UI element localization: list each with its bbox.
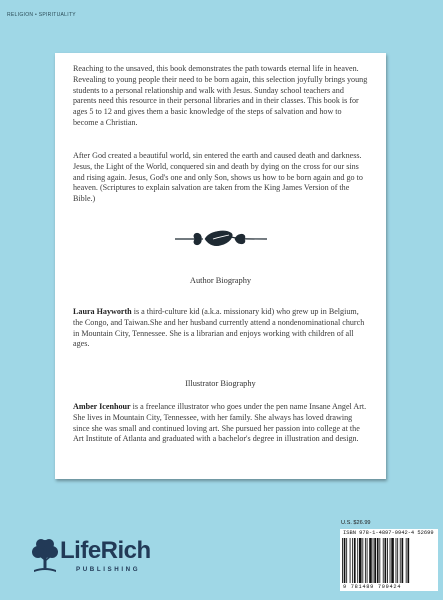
- barcode-bar: [344, 538, 346, 583]
- author-name: Laura Hayworth: [73, 307, 132, 316]
- illustrator-biography: [73, 402, 368, 445]
- category-label: RELIGION • SPIRITUALITY: [7, 12, 76, 18]
- barcode-bar: [357, 538, 358, 583]
- barcode-bar: [373, 538, 374, 583]
- author-bio-text: is a third-culture kid (a.k.a. missionary kid) who grew up in Belgium, the Congo, and Taiwan.She and her husband currently attend a nondenominational church in Mountain City, Tennessee. She is a librarian and enjoys working with children of all ages.: [73, 307, 365, 349]
- barcode-bar: [396, 538, 397, 583]
- price-code: 52699: [417, 530, 434, 536]
- blurb-paragraph-2: After God created a beautiful world, sin entered the earth and caused death and darkness. Jesus, the Light of the World, conquered sin and death by dying on the cross for our sins and rising again. Jesus, God's one and only Son, shows us how to be born again and go to heaven. (Scriptures to explain salvation are taken from the King James Version of the Bible.): [73, 151, 363, 204]
- illustrator-bio-text: is a freelance illustrator who goes under the pen name Insane Angel Art. She lives in Mountain City, Tennessee, with her family. She always has loved drawing since she was small and continued loving art. She pursued her passion into college at the Art Institute of Atlanta and graduated with a bachelor's degree in illustration and design.: [73, 402, 367, 444]
- barcode-bar: [377, 538, 379, 583]
- barcode-bar: [400, 538, 401, 583]
- publisher-logo: [30, 537, 180, 587]
- barcode-bar: [379, 538, 380, 583]
- barcode-graphic: [342, 538, 436, 583]
- tree-icon: [30, 537, 60, 577]
- barcode-number: 9 781489 709424: [343, 584, 402, 590]
- publisher-name: LifeRich: [60, 537, 151, 564]
- barcode-bar: [362, 538, 363, 583]
- barcode-bar: [359, 538, 362, 583]
- illustrator-name: Amber Icenhour: [73, 402, 131, 411]
- barcode-bar: [385, 538, 387, 583]
- author-biography: [73, 307, 368, 350]
- isbn-number: ISBN 978-1-4897-0942-4: [343, 530, 415, 536]
- illustrator-biography-heading: Illustrator Biography: [185, 379, 256, 388]
- barcode-bar: [391, 538, 394, 583]
- author-biography-heading: Author Biography: [189, 276, 252, 285]
- barcode-bar: [397, 538, 398, 583]
- blurb-paragraph-1: Reaching to the unsaved, this book demonstrates the path towards eternal life in heaven. Revealing to young people their need to be born again, this selection joyfully brings young students to a personal relationship and walk with Jesus. Sunday school teachers and parents need this resource in their personal libraries and in their classes. This book is for ages 5 to 12 and gives them a basic knowledge of the steps of salvation and how to become a Christian.: [73, 64, 368, 127]
- barcode-bar: [402, 538, 404, 583]
- barcode-bar: [407, 538, 409, 583]
- barcode-bar: [383, 538, 384, 583]
- barcode-bar: [350, 538, 351, 583]
- barcode-bar: [369, 538, 372, 583]
- barcode-bar: [374, 538, 376, 583]
- isbn-label: [343, 530, 434, 536]
- barcode-bar: [342, 538, 343, 583]
- barcode-bar: [406, 538, 407, 583]
- barcode-bar: [346, 538, 347, 583]
- publisher-tagline: PUBLISHING: [76, 566, 141, 573]
- barcode-bar: [387, 538, 388, 583]
- back-cover-panel: [55, 53, 386, 479]
- barcode-bar: [367, 538, 368, 583]
- barcode-bar: [354, 538, 356, 583]
- price-label: U.S. $26.99: [341, 520, 371, 526]
- barcode-bar: [365, 538, 366, 583]
- barcode-bar: [352, 538, 353, 583]
- barcode-block: [340, 529, 438, 591]
- barcode-bar: [390, 538, 391, 583]
- leaf-flourish-icon: [173, 227, 269, 249]
